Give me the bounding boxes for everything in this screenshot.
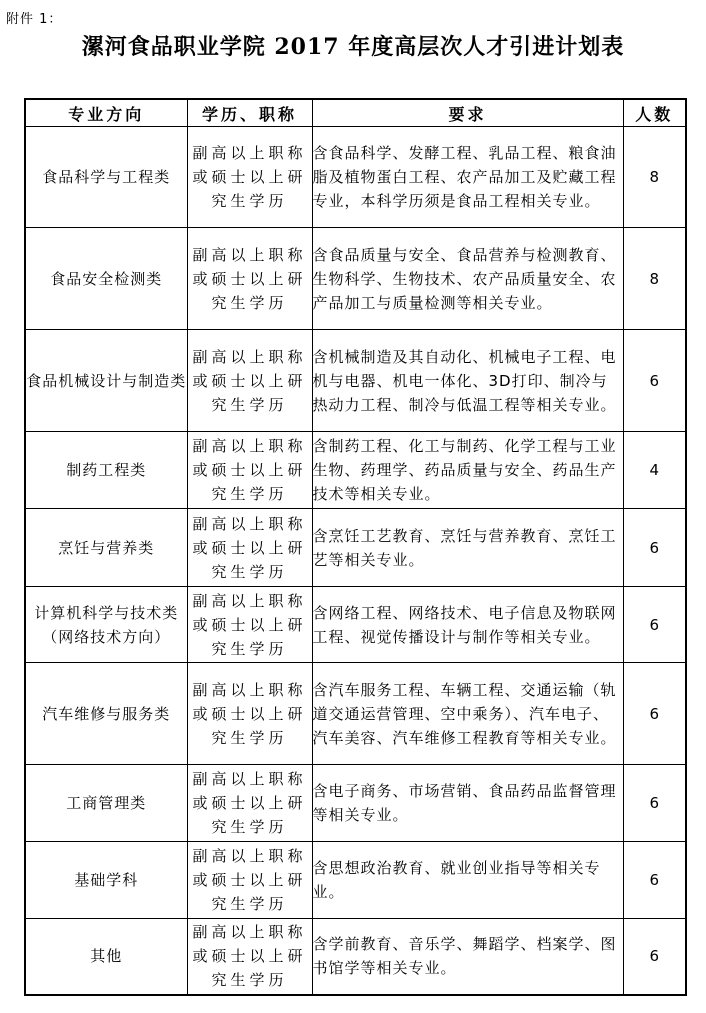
talent-plan-table — [24, 98, 687, 996]
degree-cell: 副高以上职称或硕士以上研究生学历 — [187, 663, 312, 765]
degree-cell: 副高以上职称或硕士以上研究生学历 — [187, 330, 312, 432]
table-row — [25, 228, 686, 330]
table-row — [25, 842, 686, 919]
degree-cell: 副高以上职称或硕士以上研究生学历 — [187, 919, 312, 995]
requirements-cell: 含汽车服务工程、车辆工程、交通运输（轨道交通运营管理、空中乘务）、汽车电子、汽车美容、汽车维修工程教育等相关专业。 — [312, 663, 623, 765]
table-row — [25, 663, 686, 765]
count-cell: 6 — [623, 587, 686, 663]
table-row — [25, 509, 686, 587]
table-row — [25, 587, 686, 663]
header-requirements: 要求 — [312, 99, 623, 127]
major-cell: 烹饪与营养类 — [25, 509, 187, 587]
degree-cell: 副高以上职称或硕士以上研究生学历 — [187, 432, 312, 509]
major-name: 计算机科学与技术类 — [34, 603, 179, 622]
degree-cell: 副高以上职称或硕士以上研究生学历 — [187, 509, 312, 587]
table-row — [25, 919, 686, 995]
count-cell: 6 — [623, 509, 686, 587]
requirements-cell: 含学前教育、音乐学、舞蹈学、档案学、图书馆学等相关专业。 — [312, 919, 623, 995]
requirements-cell: 含制药工程、化工与制药、化学工程与工业生物、药理学、药品质量与安全、药品生产技术等相关专业。 — [312, 432, 623, 509]
requirements-cell: 含烹饪工艺教育、烹饪与营养教育、烹饪工艺等相关专业。 — [312, 509, 623, 587]
count-cell: 8 — [623, 228, 686, 330]
requirements-cell: 含网络工程、网络技术、电子信息及物联网工程、视觉传播设计与制作等相关专业。 — [312, 587, 623, 663]
degree-cell: 副高以上职称或硕士以上研究生学历 — [187, 765, 312, 842]
page-title: 漯河食品职业学院 2017 年度高层次人才引进计划表 — [81, 34, 625, 60]
requirements-cell: 含机械制造及其自动化、机械电子工程、电机与电器、机电一体化、3D打印、制冷与热动力工程、制冷与低温工程等相关专业。 — [312, 330, 623, 432]
major-cell: 其他 — [25, 919, 187, 995]
major-cell: 制药工程类 — [25, 432, 187, 509]
header-count: 人数 — [623, 99, 686, 127]
degree-cell: 副高以上职称或硕士以上研究生学历 — [187, 127, 312, 228]
degree-cell: 副高以上职称或硕士以上研究生学历 — [187, 587, 312, 663]
major-cell: 工商管理类 — [25, 765, 187, 842]
table-row — [25, 432, 686, 509]
major-cell: 汽车维修与服务类 — [25, 663, 187, 765]
requirements-cell: 含思想政治教育、就业创业指导等相关专业。 — [312, 842, 623, 919]
major-note: （网络技术方向） — [42, 627, 171, 646]
degree-cell: 副高以上职称或硕士以上研究生学历 — [187, 228, 312, 330]
count-cell: 6 — [623, 330, 686, 432]
table-header-row — [25, 99, 686, 127]
count-cell: 6 — [623, 663, 686, 765]
major-cell: 基础学科 — [25, 842, 187, 919]
header-degree: 学历、职称 — [187, 99, 312, 127]
header-major: 专业方向 — [25, 99, 187, 127]
table-row — [25, 127, 686, 228]
major-cell — [25, 587, 187, 663]
major-cell: 食品安全检测类 — [25, 228, 187, 330]
count-cell: 4 — [623, 432, 686, 509]
table-row — [25, 330, 686, 432]
requirements-cell: 含食品质量与安全、食品营养与检测教育、生物科学、生物技术、农产品质量安全、农产品加工与质量检测等相关专业。 — [312, 228, 623, 330]
requirements-cell: 含食品科学、发酵工程、乳品工程、粮食油脂及植物蛋白工程、农产品加工及贮藏工程专业，本科学历须是食品工程相关专业。 — [312, 127, 623, 228]
count-cell: 6 — [623, 919, 686, 995]
major-cell: 食品机械设计与制造类 — [25, 330, 187, 432]
table-row — [25, 765, 686, 842]
requirements-cell: 含电子商务、市场营销、食品药品监督管理等相关专业。 — [312, 765, 623, 842]
attachment-label: 附件 1： — [6, 12, 63, 27]
degree-cell: 副高以上职称或硕士以上研究生学历 — [187, 842, 312, 919]
count-cell: 6 — [623, 842, 686, 919]
count-cell: 8 — [623, 127, 686, 228]
major-cell: 食品科学与工程类 — [25, 127, 187, 228]
count-cell: 6 — [623, 765, 686, 842]
